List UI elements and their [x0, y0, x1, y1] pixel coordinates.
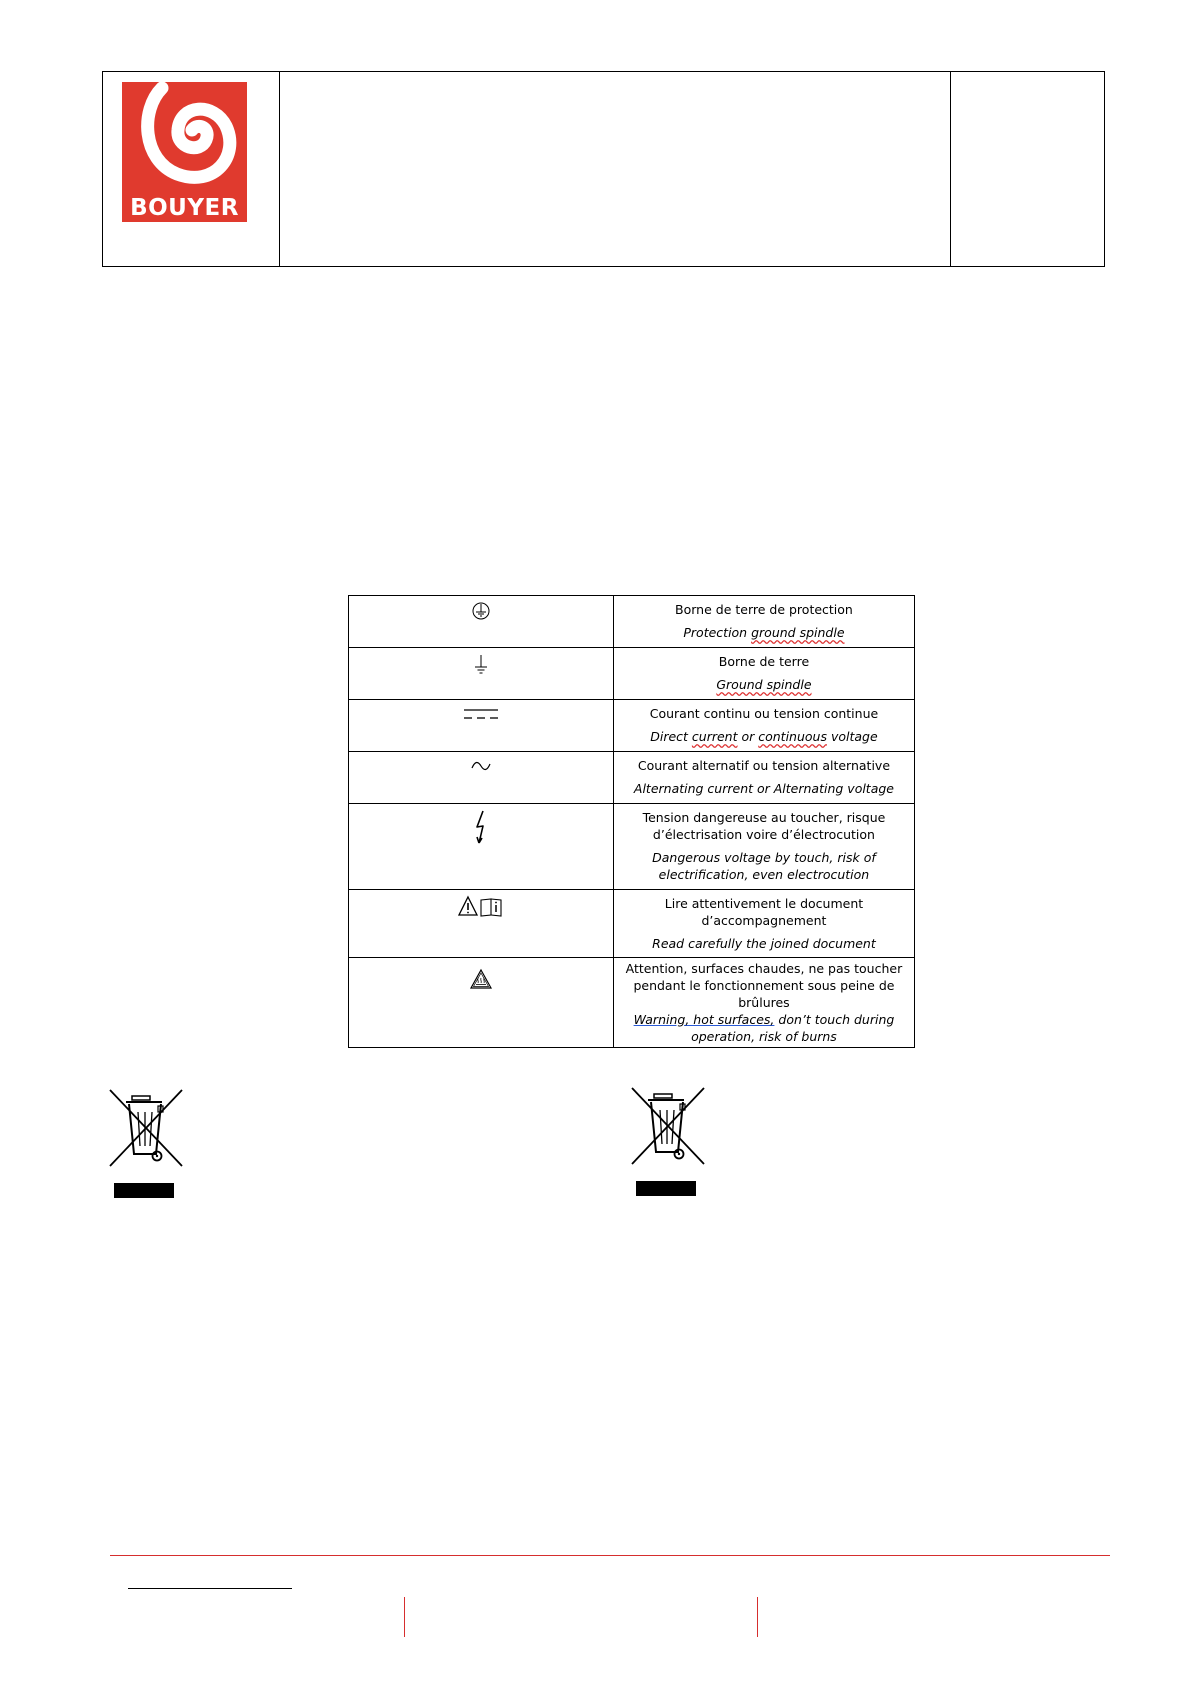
description-cell: [613, 700, 914, 752]
direct-current-icon: [461, 705, 501, 723]
english-label: Warning, hot surfaces, don’t touch during operation, risk of burns: [633, 1012, 895, 1044]
french-label: Tension dangereuse au toucher, risque d’électrisation voire d’électrocution: [642, 810, 886, 842]
symbol-cell: [349, 700, 614, 752]
english-label: Protection ground spindle: [683, 625, 845, 640]
bouyer-logo: [122, 82, 247, 222]
protective-earth-icon: [471, 601, 491, 621]
footer-column-separator: [757, 1597, 758, 1637]
table-row: [349, 804, 915, 890]
english-label: Read carefully the joined document: [652, 936, 876, 951]
symbol-cell: [349, 890, 614, 958]
description-cell: [613, 648, 914, 700]
french-label: Attention, surfaces chaudes, ne pas toucher pendant le fonctionnement sous peine de brûlures: [625, 961, 903, 1010]
description-cell: [613, 752, 914, 804]
english-label: Ground spindle: [716, 677, 812, 692]
header-ref-cell: [951, 72, 1104, 266]
alternating-current-icon: [469, 757, 493, 775]
page-header: [102, 71, 1105, 267]
english-label: Alternating current or Alternating voltage: [633, 781, 894, 796]
table-row: [349, 700, 915, 752]
table-row: [349, 648, 915, 700]
lightning-bolt-icon: [473, 809, 489, 845]
description-cell: [613, 804, 914, 890]
crossed-bin-icon: [106, 1088, 186, 1198]
hot-surface-warning-icon: [469, 968, 493, 990]
description-cell: [613, 596, 914, 648]
french-label: Courant continu ou tension continue: [649, 706, 879, 721]
warning-read-manual-icon: [458, 895, 504, 917]
symbols-table: [348, 595, 915, 1048]
symbol-cell: [349, 648, 614, 700]
english-label: Direct current or continuous voltage: [650, 729, 878, 744]
bin-bar: [114, 1183, 174, 1198]
french-label: Borne de terre: [718, 654, 810, 669]
logo-text: BOUYER: [130, 195, 239, 221]
symbol-cell: [349, 958, 614, 1048]
header-title-cell: [280, 72, 951, 266]
french-label: Borne de terre de protection: [675, 602, 853, 617]
description-cell: [613, 890, 914, 958]
table-row: [349, 596, 915, 648]
table-row: [349, 752, 915, 804]
french-label: Lire attentivement le document d’accompagnement: [664, 896, 864, 928]
description-cell: [613, 958, 914, 1048]
table-row: [349, 958, 915, 1048]
bin-bar: [636, 1181, 696, 1196]
header-logo-cell: [103, 72, 280, 266]
french-label: Courant alternatif ou tension alternative: [637, 758, 891, 773]
footer-divider: [110, 1555, 1110, 1556]
earth-ground-icon: [471, 653, 491, 675]
symbol-cell: [349, 752, 614, 804]
symbol-cell: [349, 804, 614, 890]
footnote-separator: [128, 1588, 292, 1589]
footer-column-separator: [404, 1597, 405, 1637]
table-row: [349, 890, 915, 958]
english-label: Dangerous voltage by touch, risk of electrification, even electrocution: [652, 850, 876, 882]
symbol-cell: [349, 596, 614, 648]
crossed-bin-icon: [628, 1086, 708, 1196]
